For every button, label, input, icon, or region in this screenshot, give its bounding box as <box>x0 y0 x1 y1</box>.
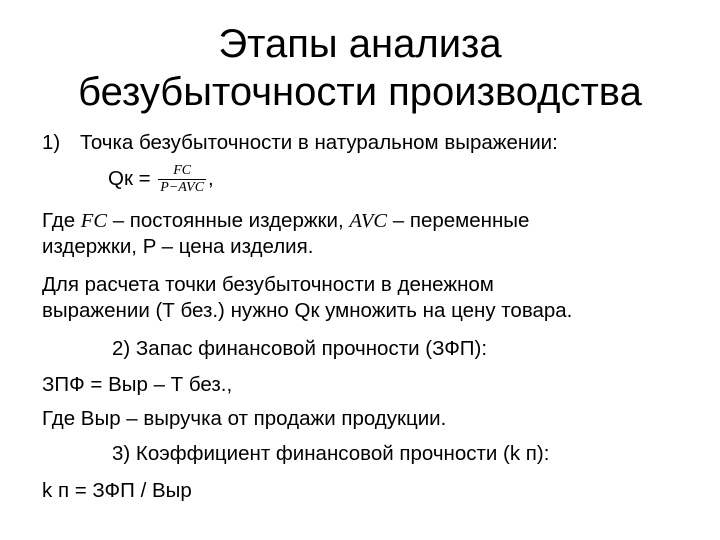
definition-1-line-1 <box>42 208 529 234</box>
formula-safety-margin: ЗПФ = Выр – Т без., <box>42 373 233 396</box>
definition-1-fc: FC <box>80 210 107 232</box>
title-line-2: безубыточности производства <box>78 70 642 114</box>
slide-title <box>0 20 720 116</box>
formula-breakeven-units <box>108 162 214 196</box>
definition-1-avc: AVC <box>349 210 388 232</box>
formula-1-fraction <box>158 163 206 196</box>
money-line-1: Для расчета точки безубыточности в денежном <box>42 273 494 296</box>
formula-1-denominator: P−AVC <box>160 180 205 196</box>
item-1-text: Точка безубыточности в натуральном выражении: <box>79 131 558 154</box>
formula-1-numerator: FC <box>158 163 206 180</box>
item-1-marker: 1) <box>42 131 61 154</box>
definition-1-line-2: издержки, P – цена изделия. <box>42 235 314 258</box>
item-2: 2) Запас финансовой прочности (ЗФП): <box>112 337 488 360</box>
title-line-1: Этапы анализа <box>218 22 502 66</box>
item-3: 3) Коэффициент финансовой прочности (k п): <box>112 442 550 465</box>
formula-1-tail: , <box>208 167 214 190</box>
money-line-2: выражении (Т без.) нужно Qк умножить на цену товара. <box>42 299 573 322</box>
definition-1-text-b: – постоянные издержки, <box>107 209 350 232</box>
definition-1-text-c: – переменные <box>387 209 530 232</box>
definition-2: Где Выр – выручка от продажи продукции. <box>42 407 447 430</box>
formula-safety-ratio: k п = ЗФП / Выр <box>42 479 192 502</box>
item-1 <box>42 130 558 156</box>
definition-1-text-a: Где <box>42 209 81 232</box>
formula-1-lhs: Qк = <box>108 167 151 190</box>
